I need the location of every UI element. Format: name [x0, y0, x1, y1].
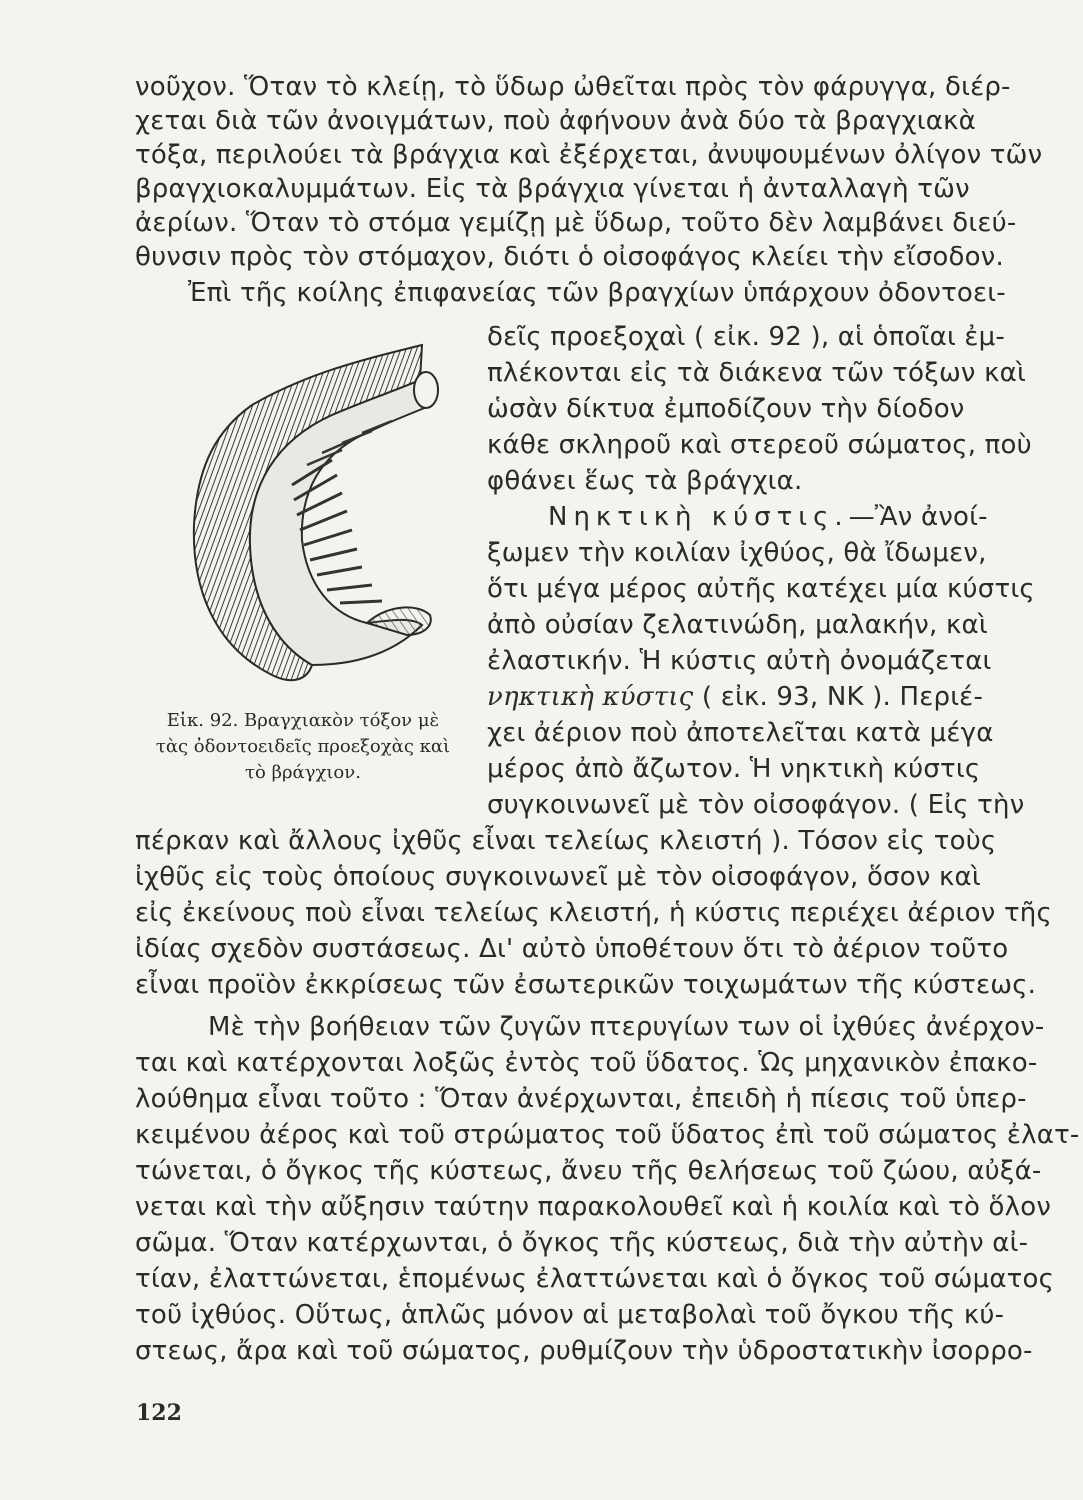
text-line: ἐλαστικήν. Ἡ κύστις αὐτὴ ὀνομάζεται — [487, 646, 992, 676]
text-line: ται καὶ κατέρχονται λοξῶς ἐντὸς τοῦ ὕδατος. Ὡς μηχανικὸν ἐπακο- — [135, 1048, 1038, 1078]
text-continuation: ( εἰκ. 93, ΝΚ ). Περιέ- — [693, 682, 984, 712]
text-line: λούθημα εἶναι τοῦτο : Ὅταν ἀνέρχωνται, ἐπειδὴ ἡ πίεσις τοῦ ὑπερ- — [135, 1084, 1027, 1114]
figure-caption: τὰς ὀδοντοειδεῖς προεξοχὰς καὶ — [155, 736, 451, 757]
page-number: 122 — [136, 1400, 182, 1426]
text-line: στεως, ἄρα καὶ τοῦ σώματος, ρυθμίζουν τὴν ὑδροστατικὴν ἰσορρο- — [135, 1336, 1033, 1366]
text-line: ἀερίων. Ὅταν τὸ στόμα γεμίζῃ μὲ ὕδωρ, τοῦτο δὲν λαμβάνει διεύ- — [135, 208, 1017, 238]
section-heading: Νηκτικὴ κύστις. — [548, 502, 849, 532]
text-line: κάθε σκληροῦ καὶ στερεοῦ σώματος, ποὺ — [487, 430, 1032, 460]
text-line: τόξα, περιλούει τὰ βράγχια καὶ ἐξέρχεται, ἀνυψουμένων ὀλίγον τῶν — [135, 140, 1043, 170]
figure-caption: Εἰκ. 92. Βραγχιακὸν τόξον μὲ — [166, 710, 440, 731]
text-line: εἰς ἐκείνους ποὺ εἶναι τελείως κλειστή, ἡ κύστις περιέχει ἀέριον τῆς — [135, 898, 1052, 928]
text-line: πέρκαν καὶ ἄλλους ἰχθῦς εἶναι τελείως κλειστή ). Τόσον εἰς τοὺς — [135, 826, 997, 856]
text-line: ἀπὸ οὐσίαν ζελατινώδη, μαλακήν, καὶ — [487, 610, 988, 640]
text-line: χει ἀέριον ποὺ ἀποτελεῖται κατὰ μέγα — [487, 718, 994, 748]
text-line — [487, 680, 1003, 714]
text-line: βραγχιοκαλυμμάτων. Εἰς τὰ βράγχια γίνεται ἡ ἀνταλλαγὴ τῶν — [135, 174, 970, 204]
text-line: μέρος ἀπὸ ἄζωτον. Ἡ νηκτικὴ κύστις — [487, 754, 981, 784]
text-line: θυνσιν πρὸς τὸν στόμαχον, διότι ὁ οἰσοφάγος κλείει τὴν εἴσοδον. — [135, 242, 1004, 272]
paragraph-first-line: Ἐπὶ τῆς κοίλης ἐπιφανείας τῶν βραγχίων ὑπάρχουν ὀδοντοει- — [188, 278, 1006, 308]
text-line: ξωμεν τὴν κοιλίαν ἰχθύος, θὰ ἴδωμεν, — [487, 538, 987, 568]
paragraph-first-line: Μὲ τὴν βοήθειαν τῶν ζυγῶν πτερυγίων των οἱ ἰχθύες ἀνέρχον- — [208, 1012, 1045, 1042]
text-line: κειμένου ἀέρος καὶ τοῦ στρώματος τοῦ ὕδατος ἐπὶ τοῦ σώματος ἐλατ- — [135, 1120, 1080, 1150]
figure-caption: τὸ βράγχιον. — [245, 762, 361, 783]
text-line: ὅτι μέγα μέρος αὐτῆς κατέχει μία κύστις — [487, 574, 1035, 604]
text-line: φθάνει ἕως τὰ βράγχια. — [487, 466, 803, 496]
text-line: ἰδίας σχεδὸν συστάσεως. Δι' αὐτὸ ὑποθέτουν ὅτι τὸ ἀέριον τοῦτο — [135, 934, 1009, 964]
section-heading-line — [548, 500, 1003, 534]
italic-term: νηκτικὴ κύστις — [487, 682, 694, 712]
text-line: δεῖς προεξοχαὶ ( εἰκ. 92 ), αἱ ὁποῖαι ἐμ- — [487, 322, 1006, 352]
gill-arch-illustration — [182, 335, 452, 695]
text-line: νεται καὶ τὴν αὔξησιν ταύτην παρακολουθεῖ καὶ ἡ κοιλία καὶ τὸ ὅλον — [135, 1192, 1052, 1222]
text-line: χεται διὰ τῶν ἀνοιγμάτων, ποὺ ἀφήνουν ἀνὰ δύο τὰ βραγχιακὰ — [135, 106, 976, 136]
text-line: συγκοινωνεῖ μὲ τὸν οἰσοφάγον. ( Εἰς τὴν — [487, 790, 1025, 820]
text-line: εἶναι προϊὸν ἐκκρίσεως τῶν ἐσωτερικῶν τοιχωμάτων τῆς κύστεως. — [135, 970, 1037, 1000]
text-line: τοῦ ἰχθύος. Οὕτως, ἁπλῶς μόνον αἱ μεταβολαὶ τοῦ ὄγκου τῆς κύ- — [135, 1300, 1005, 1330]
text-line: τίαν, ἐλαττώνεται, ἑπομένως ἐλαττώνεται καὶ ὁ ὄγκος τοῦ σώματος — [135, 1264, 1055, 1294]
text-line: σῶμα. Ὅταν κατέρχωνται, ὁ ὄγκος τῆς κύστεως, διὰ τὴν αὐτὴν αἰ- — [135, 1228, 1029, 1258]
text-line: πλέκονται εἰς τὰ διάκενα τῶν τόξων καὶ — [487, 358, 1026, 388]
text-line: τώνεται, ὁ ὄγκος τῆς κύστεως, ἄνευ τῆς θελήσεως τοῦ ζώου, αὐξά- — [135, 1156, 1042, 1186]
text-line: νοῦχον. Ὅταν τὸ κλείῃ, τὸ ὕδωρ ὠθεῖται πρὸς τὸν φάρυγγα, διέρ- — [135, 72, 1011, 102]
text-line: ἰχθῦς εἰς τοὺς ὁποίους συγκοινωνεῖ μὲ τὸν οἰσοφάγον, ὅσον καὶ — [135, 862, 981, 892]
heading-continuation: —Ἂν ἀνοί- — [848, 502, 988, 532]
text-line: ὡσὰν δίκτυα ἐμποδίζουν τὴν δίοδον — [487, 394, 965, 424]
